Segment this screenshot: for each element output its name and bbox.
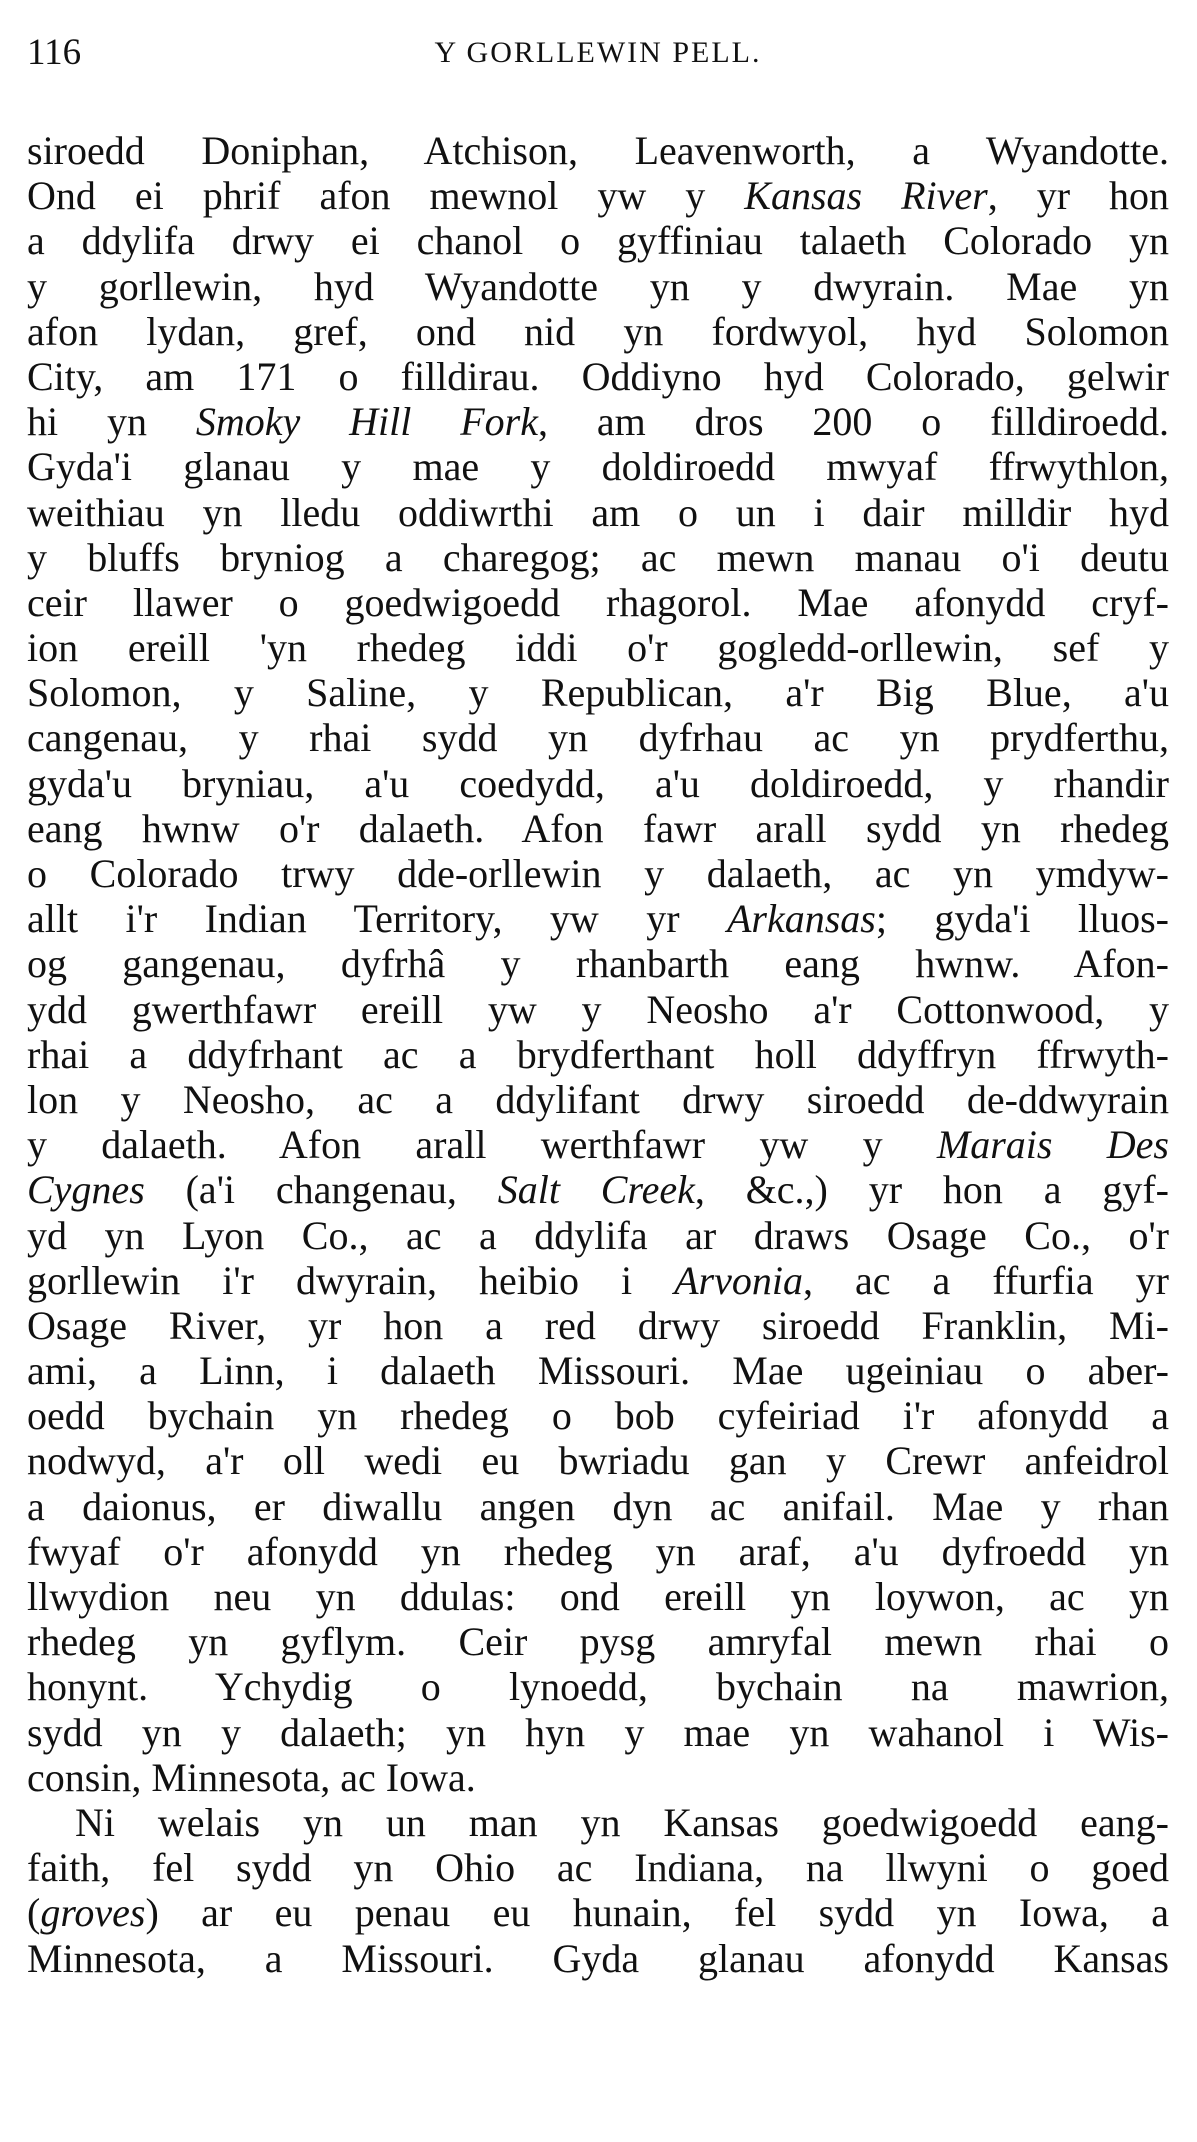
text-line: ceir llawer o goedwigoedd rhagorol. Mae afonydd cryf- (27, 579, 1169, 625)
text-line: a daionus, er diwallu angen dyn ac anifail. Mae y rhan (27, 1483, 1169, 1529)
text-line: fwyaf o'r afonydd yn rhedeg yn araf, a'u dyfroedd yn (27, 1528, 1169, 1574)
text-line: (groves) ar eu penau eu hunain, fel sydd yn Iowa, a (27, 1890, 1169, 1936)
text-line: oedd bychain yn rhedeg o bob cyfeiriad i'r afonydd a (27, 1393, 1169, 1439)
text-line: ami, a Linn, i dalaeth Missouri. Mae ugeiniau o aber- (27, 1348, 1169, 1394)
text-line: y dalaeth. Afon arall werthfawr yw y Marais Des (27, 1122, 1169, 1168)
text-line: nodwyd, a'r oll wedi eu bwriadu gan y Crewr anfeidrol (27, 1438, 1169, 1484)
text-line: Osage River, yr hon a red drwy siroedd Franklin, Mi- (27, 1302, 1169, 1348)
text-line: a ddylifa drwy ei chanol o gyffiniau talaeth Colorado yn (27, 218, 1169, 264)
text-line: Ond ei phrif afon mewnol yw y Kansas River, yr hon (27, 173, 1170, 219)
paragraph-end-line: consin, Minnesota, ac Iowa. (27, 1754, 476, 1800)
text-line: siroedd Doniphan, Atchison, Leavenworth, a Wyandotte. (27, 128, 1169, 173)
text-line: honynt. Ychydig o lynoedd, bychain na mawrion, (27, 1664, 1169, 1710)
text-line: Cygnes (a'i changenau, Salt Creek, &c.,) yr hon a gyf- (27, 1167, 1169, 1213)
text-line: ydd gwerthfawr ereill yw y Neosho a'r Cottonwood, y (27, 986, 1169, 1032)
text-line: o Colorado trwy dde-orllewin y dalaeth, ac yn ymdyw- (27, 851, 1169, 896)
text-line: gyda'u bryniau, a'u coedydd, a'u doldiroedd, y rhandir (27, 760, 1169, 806)
text-line: cangenau, y rhai sydd yn dyfrhau ac yn prydferthu, (27, 715, 1169, 761)
text-line: allt i'r Indian Territory, yw yr Arkansas; gyda'i lluos- (27, 896, 1169, 942)
text-line: rhedeg yn gyflym. Ceir pysg amryfal mewn rhai o (27, 1619, 1169, 1665)
running-title: Y GORLLEWIN PELL. (434, 36, 762, 69)
text-line: City, am 171 o filldirau. Oddiyno hyd Colorado, gelwir (27, 353, 1169, 399)
text-line: ion ereill 'yn rhedeg iddi o'r gogledd-orllewin, sef y (27, 625, 1169, 671)
text-line: Solomon, y Saline, y Republican, a'r Big Blue, a'u (27, 670, 1169, 716)
text-line: og gangenau, dyfrhâ y rhanbarth eang hwnw. Afon- (27, 941, 1169, 987)
text-line: weithiau yn lledu oddiwrthi am o un i dair milldir hyd (27, 489, 1169, 535)
text-line: afon lydan, gref, ond nid yn fordwyol, hyd Solomon (27, 308, 1169, 354)
text-line: faith, fel sydd yn Ohio ac Indiana, na llwyni o goed (27, 1845, 1169, 1891)
body-text (27, 128, 1169, 1981)
text-line: yd yn Lyon Co., ac a ddylifa ar draws Osage Co., o'r (27, 1212, 1169, 1258)
text-line: eang hwnw o'r dalaeth. Afon fawr arall sydd yn rhedeg (27, 805, 1169, 851)
text-line: gorllewin i'r dwyrain, heibio i Arvonia, ac a ffurfia yr (27, 1257, 1169, 1303)
text-line: y gorllewin, hyd Wyandotte yn y dwyrain. Mae yn (27, 263, 1169, 309)
text-line: y bluffs bryniog a charegog; ac mewn manau o'i deutu (27, 534, 1169, 580)
text-line: lon y Neosho, ac a ddylifant drwy siroedd de-ddwyrain (27, 1076, 1169, 1122)
book-page (27, 0, 1169, 2142)
text-line: hi yn Smoky Hill Fork, am dros 200 o filldiroedd. (27, 399, 1170, 445)
text-line: rhai a ddyfrhant ac a brydferthant holl ddyffryn ffrwyth- (27, 1031, 1169, 1077)
text-line: Gyda'i glanau y mae y doldiroedd mwyaf ffrwythlon, (27, 444, 1169, 490)
paragraph-start-line: Ni welais yn un man yn Kansas goedwigoedd eang- (75, 1799, 1169, 1845)
page-header (27, 28, 1169, 78)
text-line: Minnesota, a Missouri. Gyda glanau afonydd Kansas (27, 1935, 1169, 1981)
page-number: 116 (27, 32, 82, 73)
text-line: sydd yn y dalaeth; yn hyn y mae yn wahanol i Wis- (27, 1709, 1169, 1755)
text-line: llwydion neu yn ddulas: ond ereill yn loywon, ac yn (27, 1574, 1169, 1619)
